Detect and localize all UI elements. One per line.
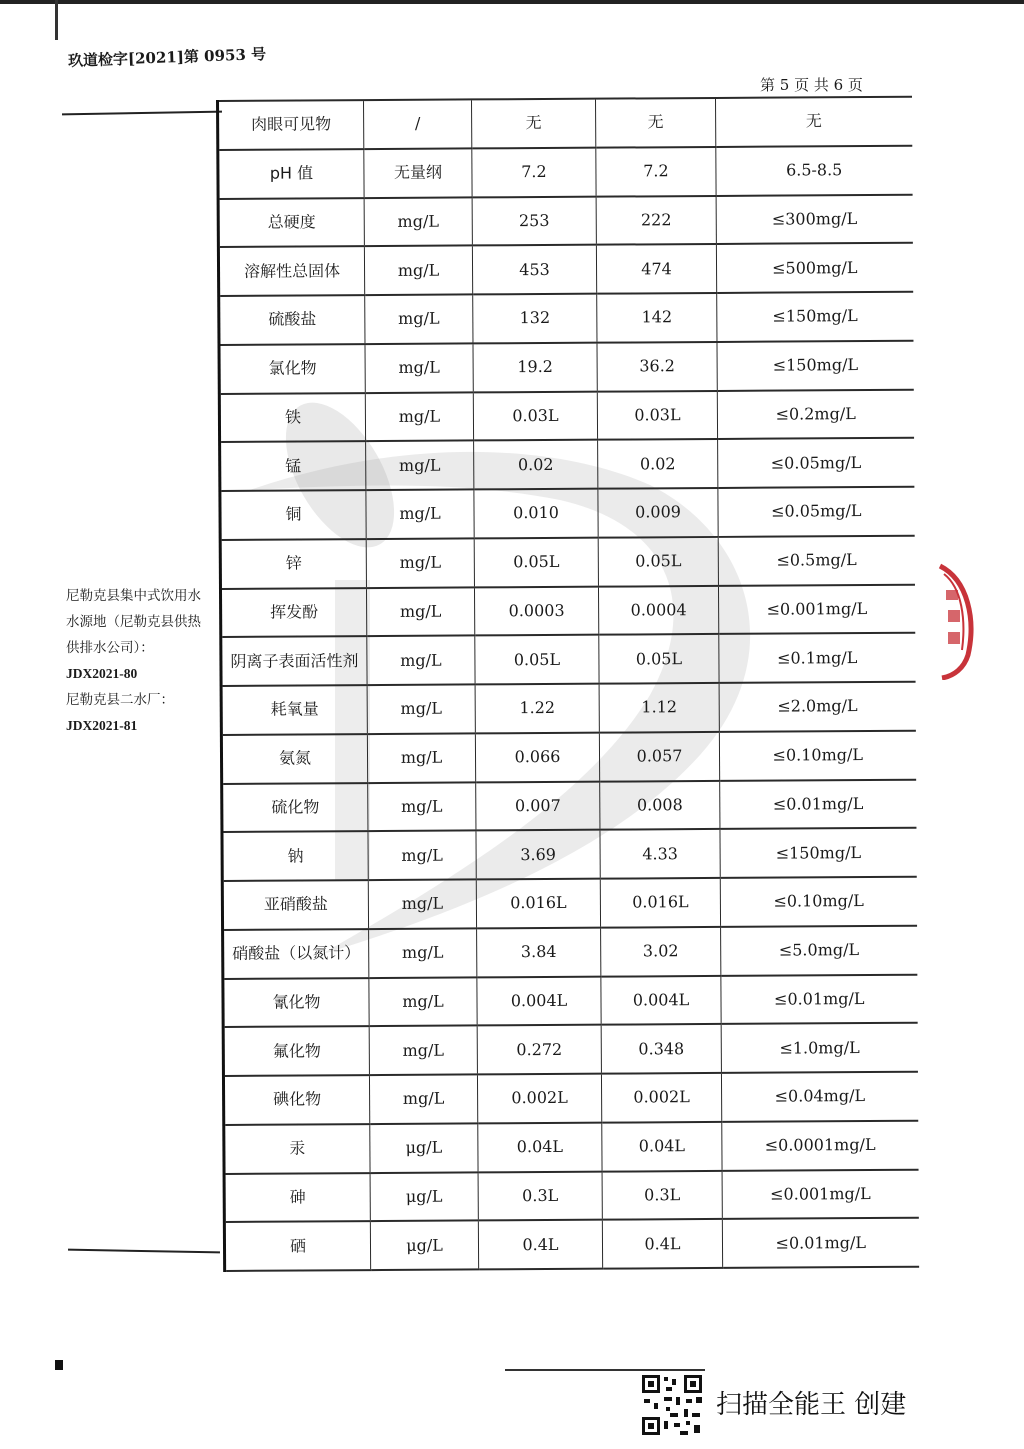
value-cell: 0.05L [599,634,719,683]
limit-cell: ≤0.1mg/L [719,633,915,683]
value-cell: 0.057 [599,732,719,781]
limit-cell: ≤0.05mg/L [718,487,914,537]
value-cell: 142 [597,293,717,342]
limit-cell: ≤0.001mg/L [722,1169,918,1219]
sample-line: 供排水公司）： [66,640,154,656]
value-cell: 19.2 [473,342,597,392]
value-cell: 0.016L [476,879,600,929]
value-cell: 0.0003 [474,586,598,636]
item-cell: 亚硝酸盐 [222,880,368,930]
value-cell: 0.05L [474,537,598,587]
unit-cell: mg/L [368,879,476,928]
value-cell: 0.016L [600,878,720,927]
limit-cell: ≤0.10mg/L [719,730,915,780]
sample-line: 尼勒克县集中式饮用水 [66,588,201,604]
value-cell: 0.0004 [598,585,718,634]
value-cell: 0.066 [475,732,599,782]
sample-code: JDX2021-80 [66,666,138,681]
item-cell: 铁 [219,393,365,443]
item-cell: 硒 [224,1221,370,1271]
unit-cell: mg/L [367,733,475,782]
value-cell: 0.004L [477,976,601,1026]
value-cell: 0.009 [598,488,718,537]
scan-top-edge [0,0,1024,4]
value-cell: 0.02 [598,439,718,488]
table-row [218,97,912,150]
item-cell: 耗氧量 [221,685,367,735]
sample-description [66,583,216,739]
limit-cell: ≤5.0mg/L [721,925,917,975]
value-cell: 0.348 [601,1024,721,1073]
limit-cell: 6.5-8.5 [716,146,912,196]
value-cell: 474 [596,244,716,293]
table-row [222,828,916,881]
table-row [218,243,912,296]
unit-cell: mg/L [368,831,476,880]
scanner-watermark-text: 扫描全能王 创建 [716,1390,907,1420]
unit-cell: mg/L [369,977,477,1026]
value-cell: 无 [595,98,715,147]
limit-cell: ≤0.01mg/L [722,1218,918,1268]
limit-cell: ≤0.001mg/L [718,584,914,634]
value-cell: 0.3L [602,1170,722,1219]
unit-cell: mg/L [368,782,476,831]
value-cell: 7.2 [596,147,716,196]
item-cell: 汞 [224,1124,370,1174]
unit-cell: mg/L [366,587,474,636]
limit-cell: ≤500mg/L [716,243,912,293]
unit-cell: mg/L [364,197,472,246]
table-row [224,1169,918,1222]
unit-cell: mg/L [369,1026,477,1075]
limit-cell: ≤0.04mg/L [721,1072,917,1122]
value-cell: 0.008 [600,780,720,829]
value-cell: 3.02 [601,927,721,976]
unit-cell: mg/L [369,1074,477,1123]
sample-line: 尼勒克县二水厂： [66,692,174,708]
sample-line: 水源地（尼勒克县供热 [66,614,201,630]
value-cell: 7.2 [472,147,596,197]
item-cell: 硫酸盐 [219,295,365,345]
item-cell: 氯化物 [219,344,365,394]
item-cell: 总硬度 [218,198,364,248]
value-cell: 0.007 [476,781,600,831]
value-cell: 0.05L [475,635,599,685]
item-cell: pH 值 [218,149,364,199]
item-cell: 钠 [222,831,368,881]
value-cell: 4.33 [600,829,720,878]
item-cell: 砷 [224,1173,370,1223]
unit-cell: mg/L [364,246,472,295]
limit-cell: ≤150mg/L [717,340,913,390]
results-table [216,96,919,1272]
unit-cell: mg/L [365,343,473,392]
item-cell: 阴离子表面活性剂 [221,636,367,686]
item-cell: 挥发酚 [220,588,366,638]
unit-cell: mg/L [367,636,475,685]
item-cell: 碘化物 [223,1075,369,1125]
limit-cell: ≤0.0001mg/L [722,1120,918,1170]
value-cell: 无 [472,99,596,149]
limit-cell: ≤150mg/L [720,828,916,878]
value-cell: 3.69 [476,830,600,880]
value-cell: 0.02 [474,440,598,490]
value-cell: 0.002L [601,1073,721,1122]
limit-cell: ≤0.10mg/L [720,877,916,927]
table-row [223,925,917,978]
scan-left-edge [55,0,58,40]
unit-cell: mg/L [365,294,473,343]
value-cell: 132 [473,294,597,344]
unit-cell: 无量纲 [364,148,472,197]
value-cell: 0.4L [478,1220,602,1270]
value-cell: 0.002L [477,1074,601,1124]
value-cell: 3.84 [477,927,601,977]
table-row [219,292,913,345]
value-cell: 0.03L [597,390,717,439]
table-row [220,584,914,637]
value-cell: 0.004L [601,975,721,1024]
limit-cell: ≤2.0mg/L [719,682,915,732]
table-row [219,389,913,442]
limit-cell: ≤0.2mg/L [717,389,913,439]
item-cell: 铜 [220,490,366,540]
value-cell: 1.22 [475,684,599,734]
value-cell: 1.12 [599,683,719,732]
limit-cell: ≤0.01mg/L [720,779,916,829]
unit-cell: mg/L [366,441,474,490]
value-cell: 0.04L [602,1122,722,1171]
item-cell: 氨氮 [221,734,367,784]
page-indicator: 第 5 页 共 6 页 [760,76,863,94]
table-row [218,194,912,247]
table-row [220,487,914,540]
value-cell: 0.04L [478,1122,602,1172]
table-row [218,146,912,199]
value-cell: 253 [472,196,596,246]
sample-code: JDX2021-81 [66,718,138,733]
value-cell: 0.05L [598,537,718,586]
red-seal-stamp [938,560,978,680]
limit-cell: 无 [715,97,911,147]
item-cell: 锌 [220,539,366,589]
value-cell: 0.010 [474,489,598,539]
item-cell: 硝酸盐（以氮计） [223,929,369,979]
unit-cell: mg/L [367,684,475,733]
table-row [224,1120,918,1173]
value-cell: 0.3L [478,1171,602,1221]
item-cell: 溶解性总固体 [218,246,364,296]
limit-cell: ≤300mg/L [716,194,912,244]
item-cell: 锰 [220,441,366,491]
unit-cell: mg/L [369,928,477,977]
limit-cell: ≤1.0mg/L [721,1023,917,1073]
report-number: 玖道检字[2021]第 0953 号 [67,45,267,70]
value-cell: 36.2 [597,342,717,391]
left-top-rule [62,111,222,116]
unit-cell: / [364,99,472,148]
table-row [222,779,916,832]
unit-cell: mg/L [366,538,474,587]
table-row [223,1072,917,1125]
limit-cell: ≤150mg/L [717,292,913,342]
qr-code-icon [640,1373,704,1437]
table-row [221,730,915,783]
table-row [220,438,914,491]
value-cell: 453 [472,245,596,295]
item-cell: 氟化物 [223,1026,369,1076]
value-cell: 0.272 [477,1025,601,1075]
limit-cell: ≤0.5mg/L [718,535,914,585]
table-row [221,633,915,686]
scan-corner-mark [55,1360,63,1370]
item-cell: 氰化物 [223,978,369,1028]
value-cell: 0.4L [602,1219,722,1268]
value-cell: 222 [596,195,716,244]
item-cell: 肉眼可见物 [218,100,364,150]
limit-cell: ≤0.01mg/L [721,974,917,1024]
table-row [220,535,914,588]
table-row [222,877,916,930]
unit-cell: μg/L [370,1123,478,1172]
unit-cell: μg/L [370,1221,478,1270]
unit-cell: mg/L [365,392,473,441]
table-row [224,1218,918,1271]
page-bottom-rule [505,1369,705,1371]
unit-cell: μg/L [370,1172,478,1221]
limit-cell: ≤0.05mg/L [718,438,914,488]
table-row [221,682,915,735]
left-bottom-rule [68,1249,220,1254]
table-row [223,974,917,1027]
table-row [219,340,913,393]
table-row [223,1023,917,1076]
value-cell: 0.03L [473,391,597,441]
unit-cell: mg/L [366,489,474,538]
item-cell: 硫化物 [222,783,368,833]
